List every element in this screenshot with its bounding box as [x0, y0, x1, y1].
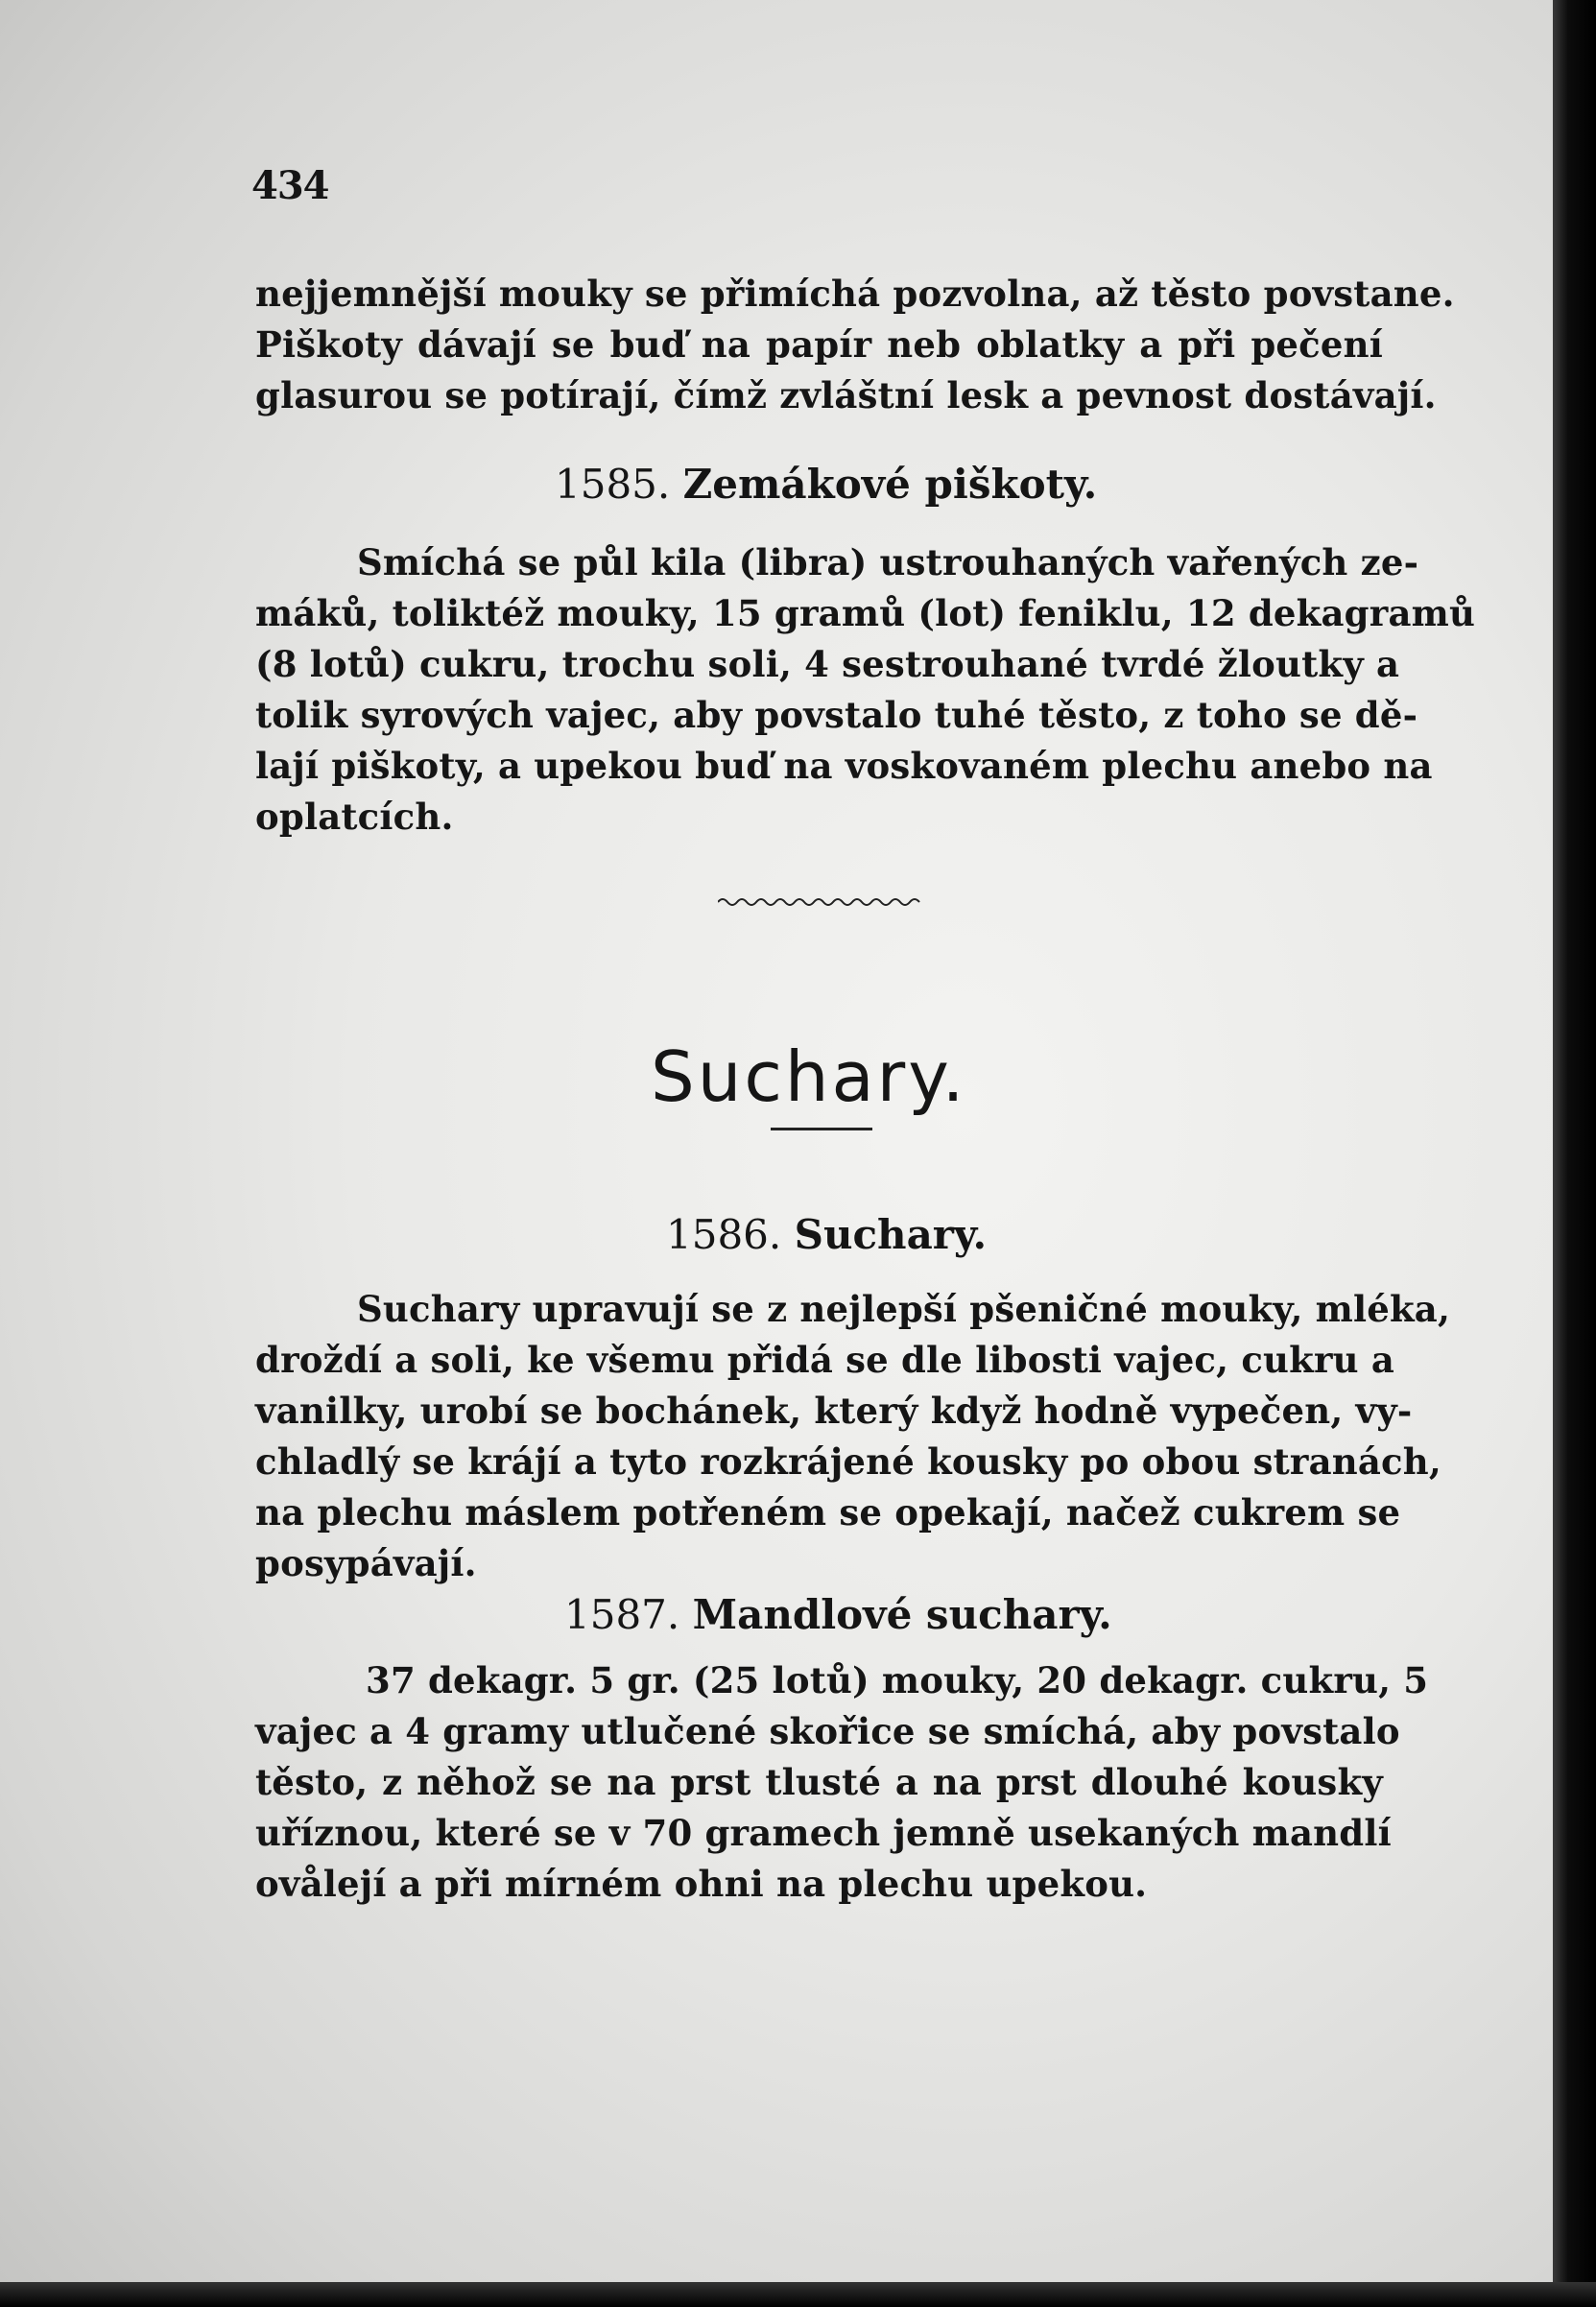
recipe-title: Suchary. [794, 1211, 988, 1258]
text-line: nejjemnější mouky se přimíchá pozvolna, až těsto povstane. [255, 273, 1455, 315]
text-line: (8 lotů) cukru, trochu soli, 4 sestrouhané tvrdé žloutky a [255, 643, 1400, 685]
text-line: posypávají. [255, 1542, 477, 1584]
recipe-number: 1586. [666, 1211, 782, 1258]
recipe-heading-1587 [564, 1591, 1112, 1639]
recipe-body-1586 [255, 1284, 1451, 1589]
page-number: 434 [251, 163, 329, 208]
text-line: těsto, z něhož se na prst tlusté a na prst dlouhé kousky [255, 1761, 1383, 1803]
text-line: glasurou se potírají, čímž zvláštní lesk a pevnost dostávají. [255, 374, 1437, 416]
wavy-divider [718, 894, 924, 910]
recipe-title: Mandlové suchary. [692, 1591, 1112, 1638]
text-line: Piškoty dávají se buď na papír neb oblatky a při pečení [255, 323, 1383, 366]
text-line: uříznou, které se v 70 gramech jemně usekaných mandlí [255, 1812, 1392, 1854]
intro-paragraph [255, 269, 1455, 421]
recipe-number: 1585. [555, 461, 671, 508]
text-line: na plechu máslem potřeném se opekají, načež cukrem se [255, 1491, 1401, 1534]
text-line: oplatcích. [255, 796, 454, 838]
text-line: vanilky, urobí se bochánek, který když hodně vypečen, vy- [255, 1390, 1413, 1432]
recipe-body-1585 [255, 537, 1476, 843]
text-line: 37 dekagr. 5 gr. (25 lotů) mouky, 20 dekagr. cukru, 5 [366, 1659, 1429, 1701]
recipe-heading-1585 [555, 461, 1097, 509]
recipe-title: Zemákové piškoty. [682, 461, 1098, 508]
text-line: Smíchá se půl kila (libra) ustrouhaných vařených ze- [357, 541, 1419, 583]
text-line: droždí a soli, ke všemu přidá se dle libosti vajec, cukru a [255, 1339, 1395, 1381]
text-line: chladlý se krájí a tyto rozkrájené kousky po obou stranách, [255, 1440, 1441, 1483]
section-title: Suchary. [651, 1036, 967, 1117]
text-line: lají piškoty, a upekou buď na voskovaném plechu anebo na [255, 745, 1433, 787]
text-line: vajec a 4 gramy utlučené skořice se smíchá, aby povstalo [255, 1710, 1400, 1752]
recipe-body-1587 [255, 1655, 1429, 1910]
page-edge-shadow [1553, 0, 1596, 2307]
recipe-number: 1587. [564, 1591, 680, 1638]
title-rule [771, 1128, 872, 1130]
text-line: Suchary upravují se z nejlepší pšeničné mouky, mléka, [357, 1288, 1451, 1330]
page-bottom-shadow [0, 2282, 1596, 2307]
text-line: tolik syrových vajec, aby povstalo tuhé těsto, z toho se dě- [255, 694, 1418, 736]
recipe-heading-1586 [666, 1211, 987, 1259]
text-line: ovålejí a při mírném ohni na plechu upekou. [255, 1863, 1148, 1905]
text-line: máků, toliktéž mouky, 15 gramů (lot) feniklu, 12 dekagramů [255, 592, 1476, 634]
